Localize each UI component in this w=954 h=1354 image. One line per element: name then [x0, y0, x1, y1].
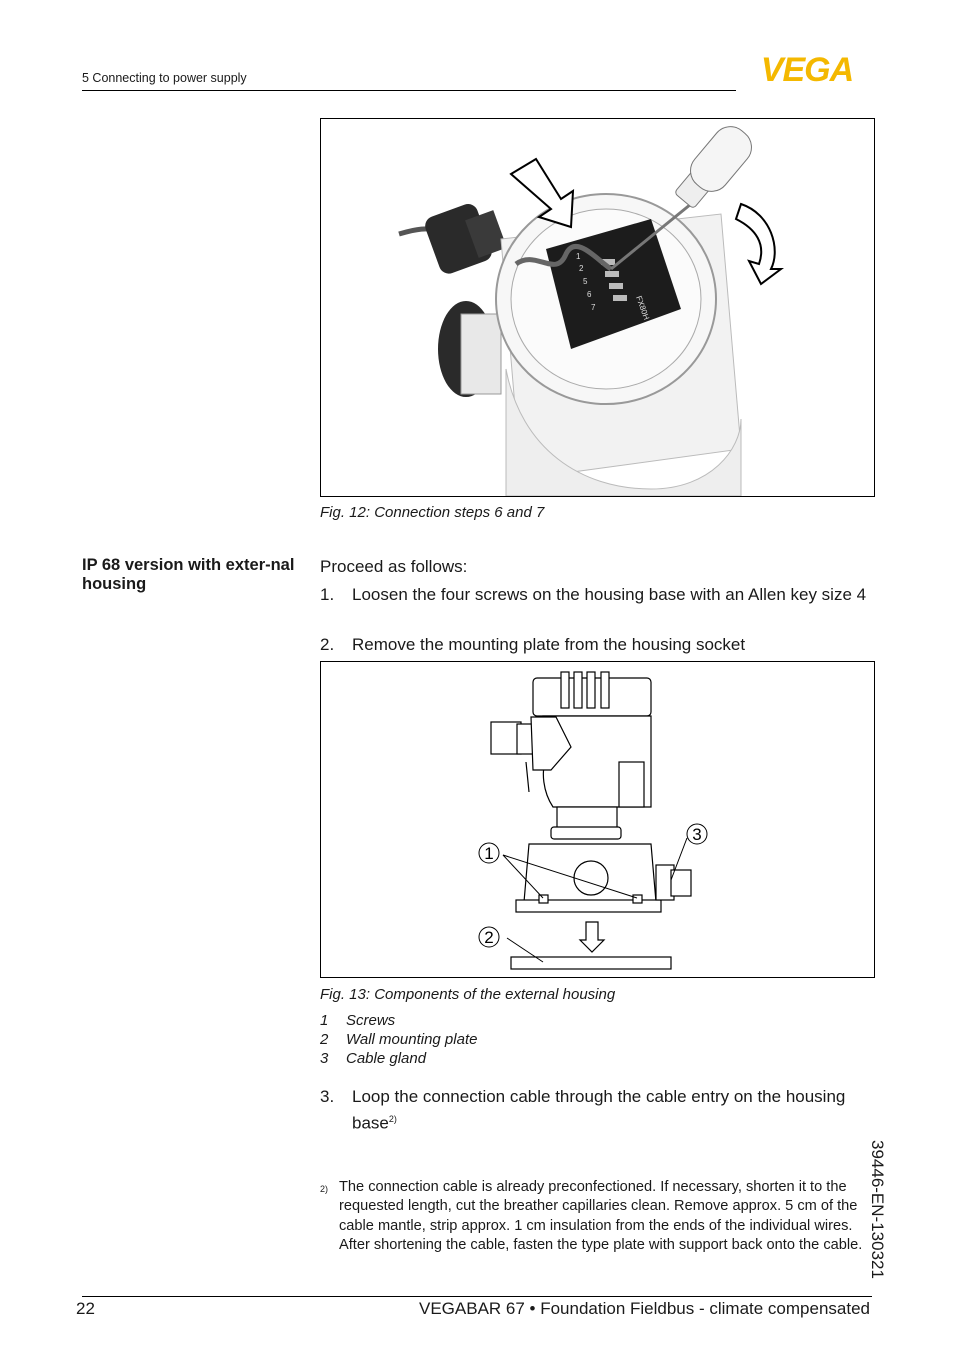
terminal-label: 6 — [587, 290, 592, 299]
vega-logo — [741, 54, 873, 84]
figure-13-frame — [320, 661, 875, 978]
terminal-label: 5 — [583, 277, 588, 286]
terminal-label: 1 — [576, 252, 581, 261]
terminal-label: 2 — [579, 264, 584, 273]
svg-text:VEGA: VEGA — [760, 54, 854, 84]
section-heading: IP 68 version with exter-nal housing — [82, 556, 295, 593]
step-text: Loosen the four screws on the housing base with an Allen key size 4 — [352, 585, 867, 604]
legend-item — [320, 1031, 477, 1048]
terminal-label: 7 — [591, 303, 596, 312]
step-2 — [320, 634, 880, 656]
legend-number: 3 — [320, 1050, 329, 1067]
legend-number: 2 — [320, 1031, 329, 1048]
footnote — [320, 1178, 875, 1255]
legend-item — [320, 1012, 395, 1029]
board-label: FX80H — [634, 294, 652, 322]
header-rule — [82, 90, 736, 91]
footnote-reference: 2) — [388, 1114, 397, 1124]
figure-13-caption: Fig. 13: Components of the external housing — [320, 986, 616, 1003]
figure-12-caption: Fig. 12: Connection steps 6 and 7 — [320, 504, 545, 521]
step-number: 3. — [320, 1087, 335, 1106]
step-3 — [320, 1086, 880, 1135]
figure-12-illustration — [321, 119, 874, 496]
step-number: 1. — [320, 585, 335, 604]
document-id: 39446-EN-130321 — [868, 1140, 887, 1279]
legend-text: Cable gland — [346, 1050, 427, 1067]
step-text: Loop the connection cable through the cable entry on the housing base — [352, 1087, 846, 1133]
step-number: 2. — [320, 635, 335, 654]
legend-text: Wall mounting plate — [346, 1031, 478, 1048]
footnote-text: The connection cable is already preconfectioned. If necessary, shorten it to the requested length, cut the breather capillaries clean. Remove approx. 5 cm of the cable mantle, strip approx. 1 cm insulation from the ends of the individual wires. After shortening the cable, fasten the type plate with support back onto the cable. — [339, 1179, 863, 1253]
step-1 — [320, 584, 880, 606]
footer-title: VEGABAR 67 • Foundation Fieldbus - climate compensated — [418, 1299, 870, 1318]
intro-text: Proceed as follows: — [320, 557, 468, 576]
legend-number: 1 — [320, 1012, 329, 1029]
figure-13-illustration — [321, 662, 874, 977]
callout-3: 3 — [692, 825, 702, 844]
callout-1: 1 — [484, 844, 494, 863]
figure-12-frame — [320, 118, 875, 497]
footer-rule — [82, 1296, 872, 1297]
footnote-mark: 2) — [320, 1184, 329, 1194]
callout-2: 2 — [484, 928, 494, 947]
running-header: 5 Connecting to power supply — [82, 71, 247, 85]
page-number: 22 — [76, 1299, 95, 1318]
step-text: Remove the mounting plate from the housing socket — [352, 635, 746, 654]
legend-text: Screws — [346, 1012, 396, 1029]
legend-item — [320, 1050, 426, 1067]
